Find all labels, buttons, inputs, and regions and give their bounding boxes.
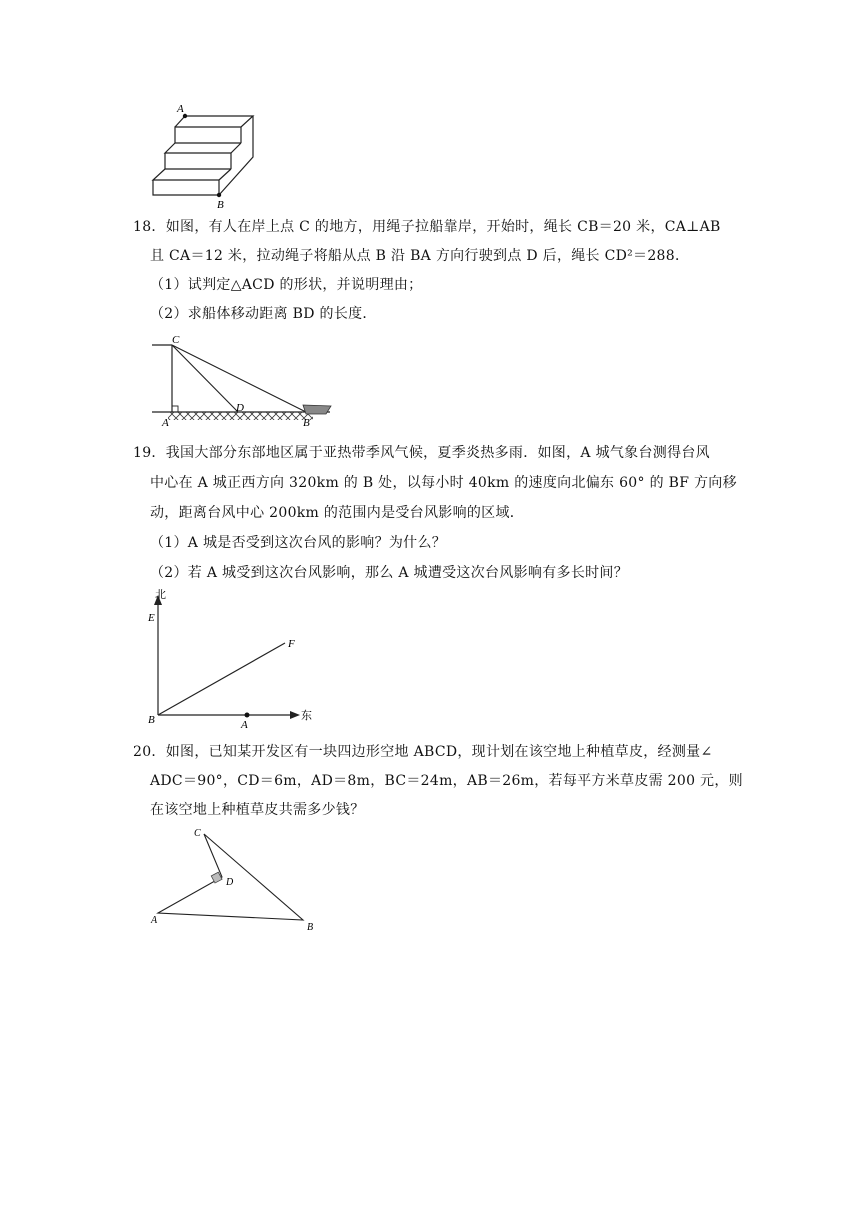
label-c: C [194,828,201,839]
label-a: A [177,103,184,115]
q19-line3: 动，距离台风中心 200km 的范围内是受台风影响的区域． [150,505,525,521]
q19-sub1: （1）A 城是否受到这次台风的影响？为什么？ [150,535,447,551]
q20-line1: 20．如图，已知某开发区有一块四边形空地 ABCD，现计划在该空地上种植草皮，经测量∠ [133,744,713,760]
label-d: D [236,402,244,414]
q19-line2: 中心在 A 城正西方向 320km 的 B 处，以每小时 40km 的速度向北偏东 60° 的 BF 方向移 [150,475,737,491]
label-b: B [307,922,314,933]
label-d: D [226,877,234,888]
staircase-figure [145,100,275,210]
q18-sub2: （2）求船体移动距离 BD 的长度． [150,306,377,322]
q19-sub2: （2）若 A 城受到这次台风影响，那么 A 城遭受这次台风影响有多长时间？ [150,565,629,581]
typhoon-figure [145,585,320,730]
label-a: A [162,417,169,429]
q19-line1: 19．我国大部分东部地区属于亚热带季风气候，夏季炎热多雨．如图，A 城气象台测得台风 [133,445,710,461]
label-b: B [217,199,224,210]
label-e: E [148,612,155,624]
q18-line2: 且 CA＝12 米，拉动绳子将船从点 B 沿 BA 方向行驶到点 D 后，绳长 CD²＝288． [150,248,690,264]
q18-line1: 18．如图，有人在岸上点 C 的地方，用绳子拉船靠岸，开始时，绳长 CB＝20 米，CA⊥AB [133,219,721,235]
label-c: C [172,334,180,346]
label-b: B [148,714,155,726]
label-north: 北 [155,588,166,601]
q20-line2: ADC＝90°，CD＝6m，AD＝8m，BC＝24m，AB＝26m，若每平方米草皮需 200 元，则 [150,773,743,789]
q20-line3: 在该空地上种植草皮共需多少钱？ [150,802,365,818]
label-b: B [303,417,310,429]
quadrilateral-figure [145,822,325,937]
label-east: 东 [301,709,312,722]
label-a: A [241,719,248,730]
label-a: A [151,915,158,926]
boat-rope-figure [148,330,338,430]
label-f: F [288,638,295,650]
q18-sub1: （1）试判定△ACD 的形状，并说明理由； [150,277,423,293]
